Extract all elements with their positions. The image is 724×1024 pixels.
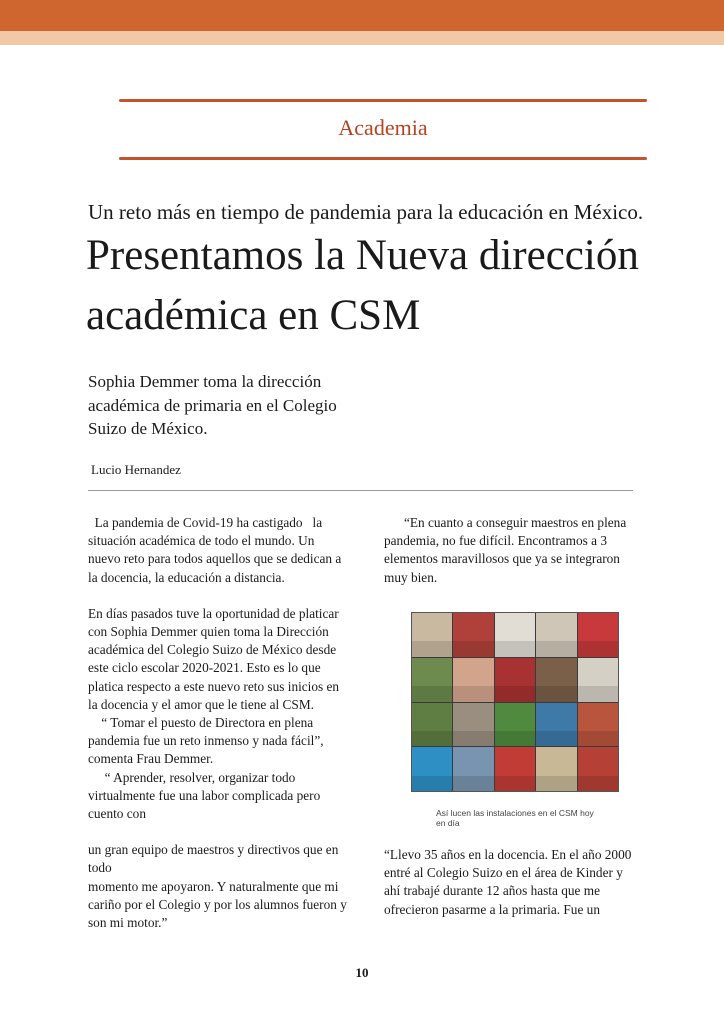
- hallway-photo: [412, 613, 452, 657]
- patio-photo: [536, 658, 576, 702]
- left-column: [88, 514, 350, 932]
- article-subheadline: Sophia Demmer toma la dirección académica de primaria en el Colegio Suizo de México.: [88, 372, 337, 438]
- auditorium-photo: [578, 747, 618, 791]
- corridor-photo: [536, 613, 576, 657]
- lockers-photo: [453, 747, 493, 791]
- article-author: Lucio Hernandez: [91, 462, 181, 477]
- paragraph: momento me apoyaron. Y naturalmente que mi cariño por el Colegio y por los alumnos fueron y son mi motor.”: [88, 878, 351, 931]
- facilities-photo-collage: [411, 612, 619, 792]
- stairs-photo: [453, 703, 493, 747]
- lab-photo: [578, 658, 618, 702]
- trees-photo: [412, 703, 452, 747]
- paragraph: La pandemia de Covid-19 ha castigado la situación académica de todo el mundo. Un nuevo reto para todos aquellos que se dedican a la docencia, la educación a distancia.: [88, 515, 345, 585]
- court-photo: [536, 703, 576, 747]
- article-kicker: Un reto más en tiempo de pandemia para la educación en México.: [88, 200, 644, 224]
- right-column: [384, 514, 639, 587]
- right-column-continued: [384, 846, 639, 919]
- quote-paragraph: “ Tomar el puesto de Directora en plena pandemia fue un reto inmenso y nada fácil”, comenta Frau Demmer.: [88, 715, 327, 767]
- red-roof-photo: [453, 613, 493, 657]
- header-band: [0, 0, 724, 31]
- garden-photo: [412, 658, 452, 702]
- header-band-light: [0, 31, 724, 45]
- red-awning-photo: [578, 613, 618, 657]
- section-rule-top: [119, 99, 647, 102]
- quote-paragraph: “ Aprender, resolver, organizar todo virtualmente fue una labor complicada pero cuento con: [88, 769, 324, 822]
- facade-photo: [578, 703, 618, 747]
- classroom-photo: [495, 613, 535, 657]
- section-label: Academia: [338, 115, 428, 140]
- library-photo: [495, 747, 535, 791]
- paragraph: En días pasados tuve la oportunidad de platicar con Sophia Demmer quien toma la Dirección académica del Colegio Suizo de México desde este ciclo escolar 2020-2021. Esto es lo que platica respecto a este nuevo reto sus inicios en la docencia y el amor que le tiene al CSM.: [88, 605, 343, 712]
- building-photo: [453, 658, 493, 702]
- article-headline: Presentamos la Nueva dirección académica en CSM: [86, 232, 639, 339]
- photo-caption: Así lucen las instalaciones en el CSM hoy en día: [436, 808, 594, 828]
- quote-paragraph: “Llevo 35 años en la docencia. En el año 2000 entré al Colegio Suizo en el área de Kinder y ahí trabajé durante 12 años hasta que me ofrecieron pasarme a la primaria. Fue un: [384, 847, 635, 917]
- paragraph: un gran equipo de maestros y directivos que en todo: [88, 842, 342, 876]
- author-divider: [88, 490, 633, 491]
- field-photo: [495, 703, 535, 747]
- red-corridor-photo: [495, 658, 535, 702]
- quote-paragraph: “En cuanto a conseguir maestros en plena pandemia, no fue difícil. Encontramos a 3 elementos maravillosos que ya se integraron muy bien.: [384, 515, 630, 585]
- section-rule-bottom: [119, 157, 647, 160]
- pool-photo: [412, 747, 452, 791]
- page-number: 10: [355, 965, 369, 980]
- dining-photo: [536, 747, 576, 791]
